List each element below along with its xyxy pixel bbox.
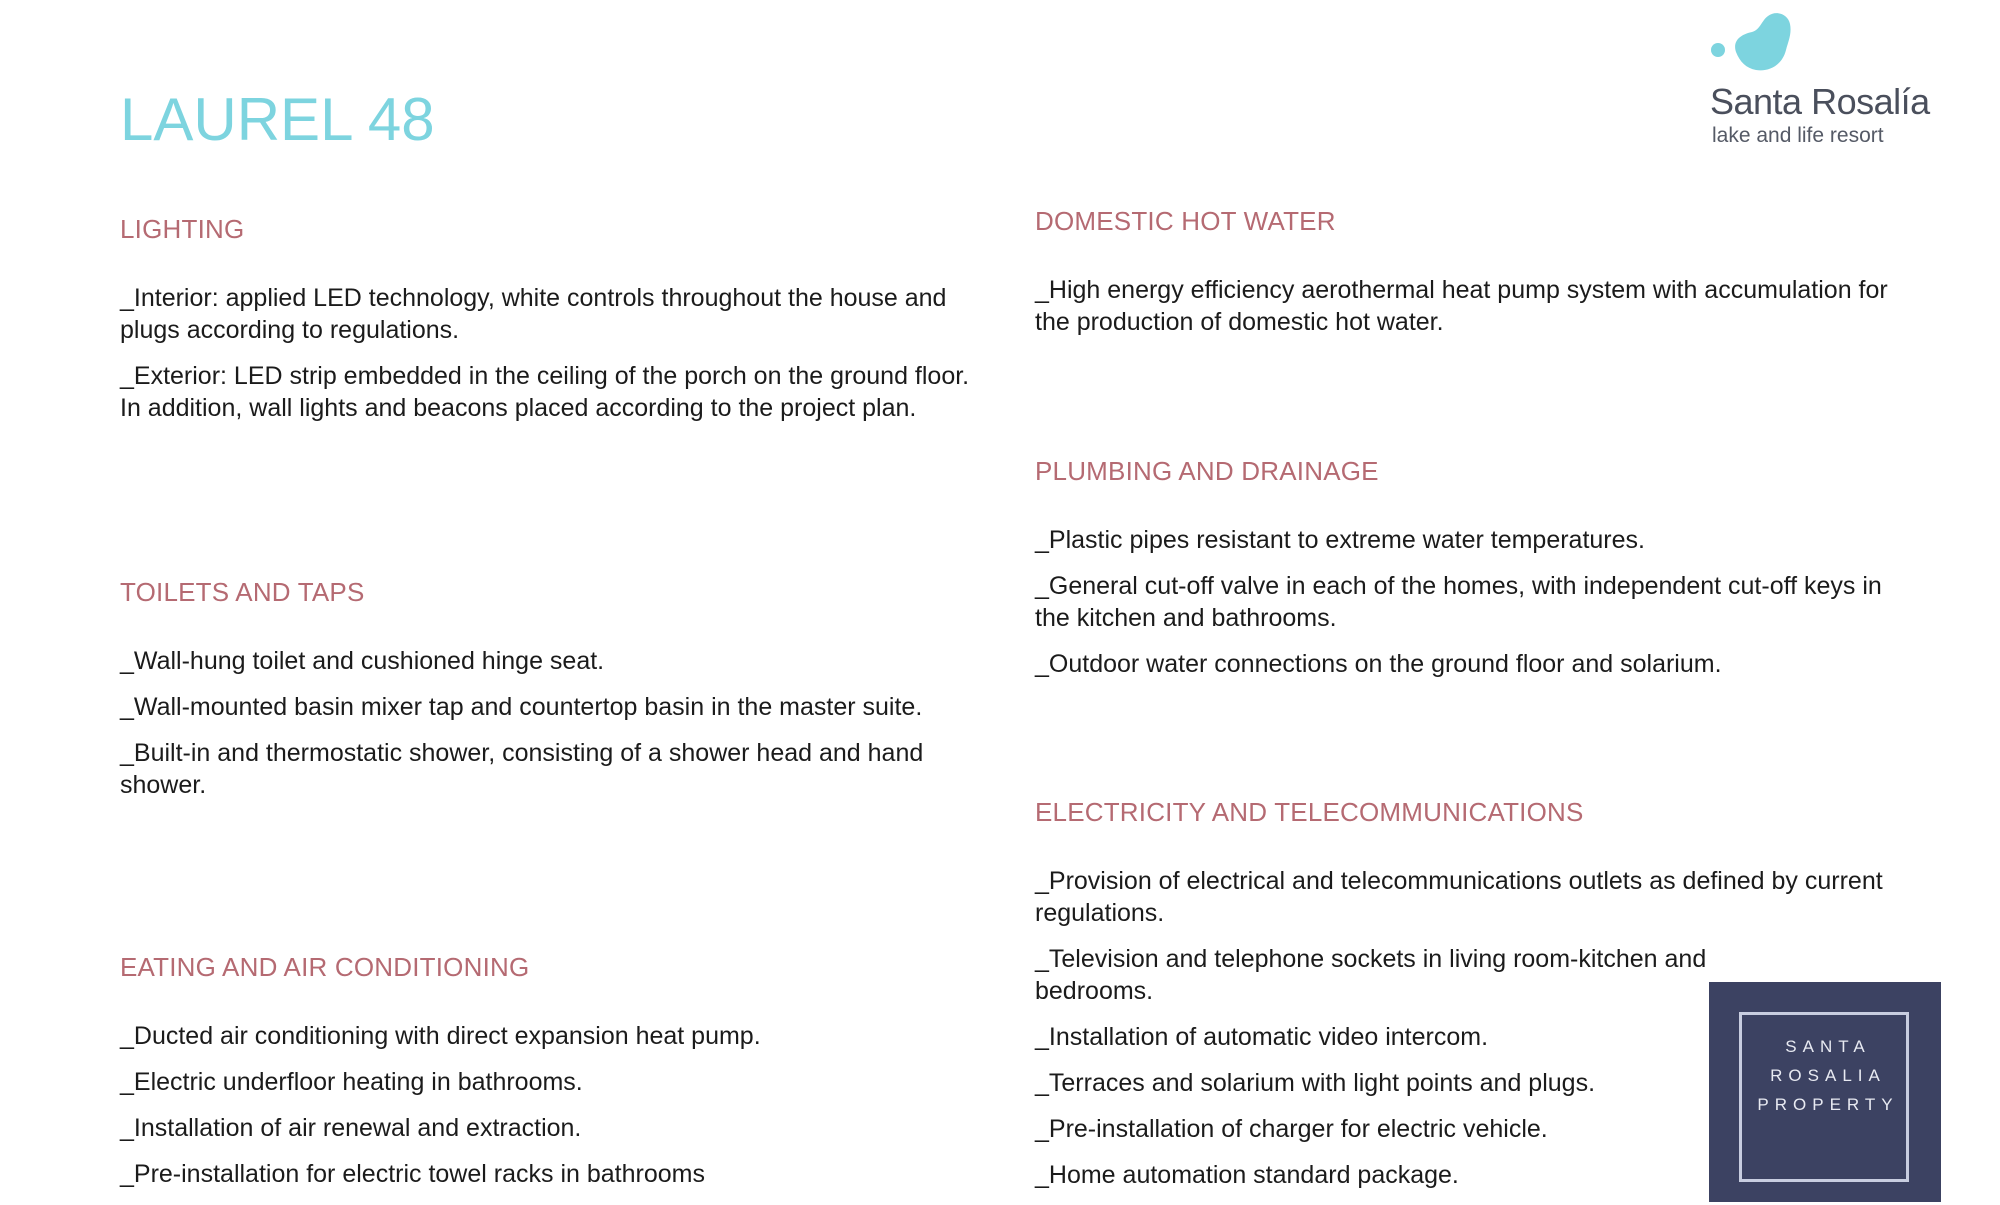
section-heading: LIGHTING: [120, 214, 245, 244]
list-item: _General cut-off valve in each of the homes, with independent cut-off keys in the kitchen and bathrooms.: [1035, 572, 1882, 632]
section-heading: ELECTRICITY AND TELECOMMUNICATIONS: [1035, 797, 1584, 827]
list-item: _Electric underfloor heating in bathrooms.: [120, 1068, 583, 1096]
section-items: [120, 282, 980, 424]
list-item: _Installation of automatic video intercom.: [1035, 1023, 1489, 1051]
list-item: _Ducted air conditioning with direct expansion heat pump.: [120, 1022, 761, 1050]
section-heading: EATING AND AIR CONDITIONING: [120, 952, 530, 982]
list-item: _Pre-installation of charger for electric vehicle.: [1035, 1115, 1548, 1143]
logo-name: Santa Rosalía: [1710, 81, 1930, 122]
section-heading: DOMESTIC HOT WATER: [1035, 206, 1336, 236]
list-item: _Wall-hung toilet and cushioned hinge seat.: [120, 647, 605, 675]
section-eating-and-air-conditioning: [120, 952, 980, 1204]
section-domestic-hot-water: [1035, 206, 1895, 352]
list-item: _Exterior: LED strip embedded in the ceiling of the porch on the ground floor. In addition, wall lights and beacons placed according to the project plan.: [120, 362, 970, 422]
section-heading: TOILETS AND TAPS: [120, 577, 365, 607]
section-items: [1035, 274, 1895, 338]
section-toilets-and-taps: [120, 577, 980, 815]
badge-text: [1709, 1032, 1941, 1119]
section-heading: PLUMBING AND DRAINAGE: [1035, 456, 1379, 486]
list-item: _Pre-installation for electric towel racks in bathrooms: [120, 1160, 705, 1188]
badge-line: ROSALIA: [1770, 1066, 1886, 1085]
logo-tagline: lake and life resort: [1712, 124, 1884, 147]
list-item: _Outdoor water connections on the ground floor and solarium.: [1035, 650, 1722, 678]
list-item: _Terraces and solarium with light points and plugs.: [1035, 1069, 1596, 1097]
santa-rosalia-logo: [1710, 10, 1950, 150]
page-title: LAUREL 48: [120, 86, 435, 153]
list-item: _Wall-mounted basin mixer tap and countertop basin in the master suite.: [120, 693, 923, 721]
section-items: [120, 645, 980, 801]
santa-rosalia-property-badge: [1709, 982, 1941, 1202]
list-item: _High energy efficiency aerothermal heat pump system with accumulation for the production of domestic hot water.: [1035, 276, 1888, 336]
section-items: [1035, 524, 1895, 680]
list-item: _Provision of electrical and telecommunications outlets as defined by current regulations.: [1035, 867, 1883, 927]
list-item: _Installation of air renewal and extraction.: [120, 1114, 582, 1142]
list-item: _Plastic pipes resistant to extreme water temperatures.: [1035, 526, 1645, 554]
list-item: _Interior: applied LED technology, white controls throughout the house and plugs according to regulations.: [120, 284, 947, 344]
water-drop-logo-icon: [1710, 10, 1810, 90]
list-item: _Television and telephone sockets in living room-kitchen and bedrooms.: [1035, 945, 1707, 1005]
badge-line: PROPERTY: [1757, 1095, 1899, 1114]
list-item: _Home automation standard package.: [1035, 1161, 1459, 1189]
section-lighting: [120, 214, 980, 438]
badge-line: SANTA: [1785, 1037, 1871, 1056]
list-item: _Built-in and thermostatic shower, consisting of a shower head and hand shower.: [120, 739, 924, 799]
section-items: [120, 1020, 980, 1190]
section-plumbing-and-drainage: [1035, 456, 1895, 694]
